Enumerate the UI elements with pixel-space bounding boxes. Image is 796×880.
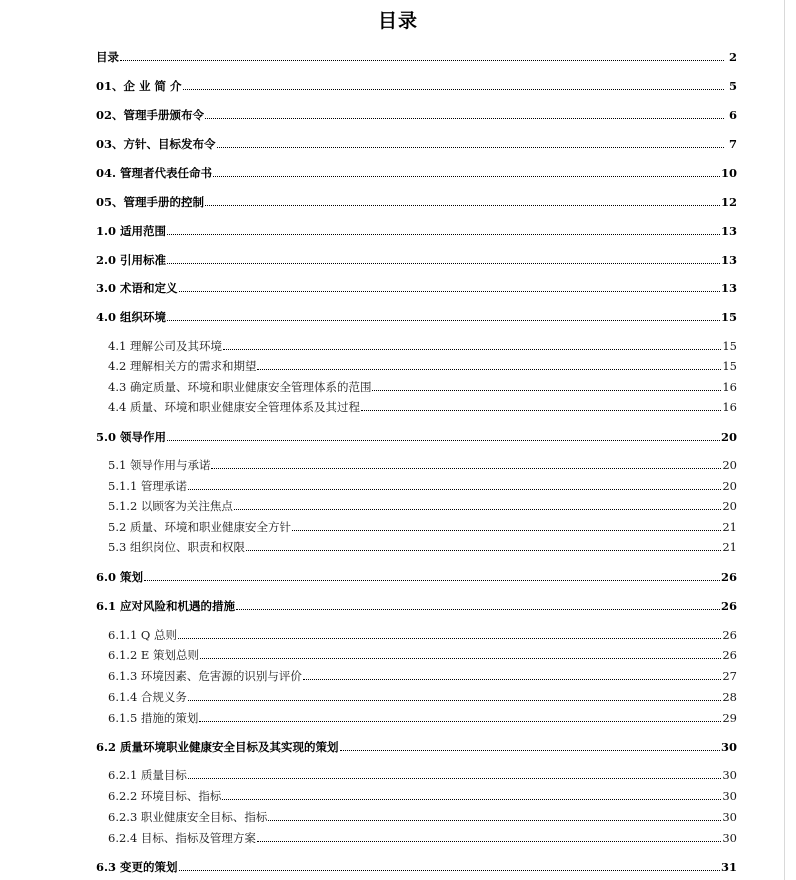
toc-entry-label: 03、方针、目标发布令	[96, 137, 216, 151]
toc-page-number: 26	[720, 599, 737, 613]
toc-page-number: 20	[722, 479, 737, 493]
toc-dot-leader	[257, 369, 721, 370]
toc-entry[interactable]	[96, 281, 737, 295]
toc-page-number: 2	[728, 50, 737, 64]
toc-entry-label: 6.2 质量环境职业健康安全目标及其实现的策划	[96, 740, 339, 754]
toc-dot-leader	[178, 638, 721, 639]
toc-entry[interactable]	[96, 253, 737, 267]
toc-dot-leader	[120, 60, 724, 61]
toc-entry-label: 6.1.1 Q 总则	[108, 628, 177, 642]
toc-dot-leader	[211, 468, 721, 469]
toc-entry-label: 6.2.3 职业健康安全目标、指标	[108, 810, 268, 824]
toc-entry-label: 6.3 变更的策划	[96, 860, 178, 874]
toc-page-number: 10	[720, 166, 737, 180]
toc-dot-leader	[246, 550, 721, 551]
toc-dot-leader	[167, 263, 720, 264]
toc-entry-label: 4.1 理解公司及其环境	[108, 339, 222, 353]
toc-dot-leader	[257, 841, 721, 842]
toc-entry-label: 4.2 理解相关方的需求和期望	[108, 359, 257, 373]
toc-entry[interactable]	[108, 669, 737, 683]
toc-entry[interactable]	[96, 599, 737, 613]
toc-entry-label: 02、管理手册颁布令	[96, 108, 205, 122]
toc-entry-label: 5.1.2 以顾客为关注焦点	[108, 499, 233, 513]
toc-dot-leader	[179, 870, 720, 871]
toc-entry-label: 3.0 术语和定义	[96, 281, 178, 295]
toc-page-number: 13	[720, 224, 737, 238]
toc-entry[interactable]	[108, 711, 737, 725]
toc-entry-label: 05、管理手册的控制	[96, 195, 205, 209]
toc-entry-label: 目录	[96, 50, 119, 64]
toc-dot-leader	[372, 390, 721, 391]
toc-entry[interactable]	[108, 831, 737, 845]
toc-entry-label: 5.3 组织岗位、职责和权限	[108, 540, 245, 554]
toc-entry-label: 6.1.5 措施的策划	[108, 711, 199, 725]
toc-dot-leader	[213, 176, 720, 177]
toc-page-number: 16	[722, 400, 737, 414]
toc-entry[interactable]	[108, 359, 737, 373]
toc-entry[interactable]	[108, 540, 737, 554]
toc-entry[interactable]	[96, 108, 737, 122]
toc-page-number: 21	[722, 540, 737, 554]
toc-entry-label: 6.1.3 环境因素、危害源的识别与评价	[108, 669, 302, 683]
toc-dot-leader	[179, 291, 720, 292]
toc-page-number: 28	[722, 690, 737, 704]
toc-page-number: 30	[722, 831, 737, 845]
toc-dot-leader	[236, 609, 720, 610]
toc-entry[interactable]	[108, 690, 737, 704]
toc-dot-leader	[205, 118, 724, 119]
toc-entry-label: 6.1.4 合规义务	[108, 690, 187, 704]
toc-entry[interactable]	[96, 79, 737, 93]
toc-dot-leader	[303, 679, 721, 680]
toc-page-number: 30	[722, 810, 737, 824]
toc-page-number: 20	[722, 499, 737, 513]
toc-entry-label: 6.1 应对风险和机遇的措施	[96, 599, 236, 613]
toc-dot-leader	[361, 410, 721, 411]
toc-dot-leader	[183, 89, 724, 90]
toc-entry-label: 6.1.2 E 策划总则	[108, 648, 199, 662]
toc-entry[interactable]	[108, 520, 737, 534]
toc-page-number: 15	[722, 339, 737, 353]
toc-dot-leader	[222, 799, 721, 800]
toc-entry[interactable]	[108, 400, 737, 414]
toc-entry[interactable]	[108, 339, 737, 353]
toc-entry[interactable]	[108, 499, 737, 513]
toc-entry-label: 4.0 组织环境	[96, 310, 167, 324]
toc-page-number: 26	[720, 570, 737, 584]
toc-entry[interactable]	[96, 166, 737, 180]
toc-dot-leader	[144, 580, 720, 581]
toc-dot-leader	[223, 349, 721, 350]
toc-entry[interactable]	[108, 458, 737, 472]
toc-dot-leader	[268, 820, 721, 821]
toc-page-number: 7	[728, 137, 737, 151]
toc-dot-leader	[167, 440, 720, 441]
toc-dot-leader	[340, 750, 720, 751]
toc-page-number: 31	[720, 860, 737, 874]
toc-entry-label: 4.3 确定质量、环境和职业健康安全管理体系的范围	[108, 380, 372, 394]
toc-page-number: 27	[722, 669, 737, 683]
toc-page-number: 26	[722, 648, 737, 662]
document-title: 目录	[377, 10, 418, 32]
toc-entry[interactable]	[108, 628, 737, 642]
toc-entry-label: 4.4 质量、环境和职业健康安全管理体系及其过程	[108, 400, 360, 414]
toc-page-number: 12	[720, 195, 737, 209]
toc-entry-label: 6.2.2 环境目标、指标	[108, 789, 222, 803]
toc-entry-label: 5.0 领导作用	[96, 430, 167, 444]
toc-entry[interactable]	[96, 740, 737, 754]
toc-page-number: 30	[720, 740, 737, 754]
toc-entry[interactable]	[96, 224, 737, 238]
toc-dot-leader	[292, 530, 721, 531]
toc-entry-label: 6.0 策划	[96, 570, 144, 584]
toc-page-number: 29	[722, 711, 737, 725]
toc-page-number: 13	[720, 281, 737, 295]
toc-entry[interactable]	[108, 380, 737, 394]
toc-dot-leader	[188, 489, 721, 490]
toc-entry[interactable]	[108, 648, 737, 662]
toc-entry[interactable]	[96, 570, 737, 584]
toc-entry-label: 5.1 领导作用与承诺	[108, 458, 211, 472]
toc-entry-label: 5.2 质量、环境和职业健康安全方针	[108, 520, 291, 534]
toc-page-number: 20	[720, 430, 737, 444]
toc-page-number: 30	[722, 789, 737, 803]
toc-dot-leader	[199, 721, 721, 722]
toc-entry[interactable]	[108, 479, 737, 493]
toc-entry-label: 6.2.4 目标、指标及管理方案	[108, 831, 256, 845]
toc-dot-leader	[167, 320, 720, 321]
toc-dot-leader	[167, 234, 720, 235]
toc-page-number: 21	[722, 520, 737, 534]
toc-entry[interactable]	[108, 789, 737, 803]
toc-page-number: 15	[720, 310, 737, 324]
toc-entry[interactable]	[96, 310, 737, 324]
toc-page-number: 16	[722, 380, 737, 394]
toc-entry-label: 01、企 业 简 介	[96, 79, 182, 93]
page-edge-divider	[784, 0, 785, 880]
toc-entry[interactable]	[96, 430, 737, 444]
toc-dot-leader	[234, 509, 721, 510]
toc-entry-label: 5.1.1 管理承诺	[108, 479, 187, 493]
toc-entry-label: 1.0 适用范围	[96, 224, 167, 238]
toc-entry[interactable]	[96, 137, 737, 151]
toc-dot-leader	[188, 700, 721, 701]
toc-entry-label: 6.2.1 质量目标	[108, 768, 187, 782]
toc-dot-leader	[205, 205, 720, 206]
toc-entry[interactable]	[96, 195, 737, 209]
toc-page-number: 6	[728, 108, 737, 122]
toc-dot-leader	[217, 147, 724, 148]
toc-page-number: 13	[720, 253, 737, 267]
toc-dot-leader	[188, 778, 721, 779]
toc-entry-label: 04. 管理者代表任命书	[96, 166, 213, 180]
toc-page-number: 15	[722, 359, 737, 373]
toc-page-number: 5	[728, 79, 737, 93]
toc-page-number: 30	[722, 768, 737, 782]
toc-dot-leader	[200, 658, 721, 659]
toc-entry-label: 2.0 引用标准	[96, 253, 167, 267]
toc-entry[interactable]	[96, 860, 737, 874]
toc-page-number: 26	[722, 628, 737, 642]
toc-entry[interactable]	[96, 50, 737, 64]
toc-entry[interactable]	[108, 810, 737, 824]
toc-page-number: 20	[722, 458, 737, 472]
toc-entry[interactable]	[108, 768, 737, 782]
